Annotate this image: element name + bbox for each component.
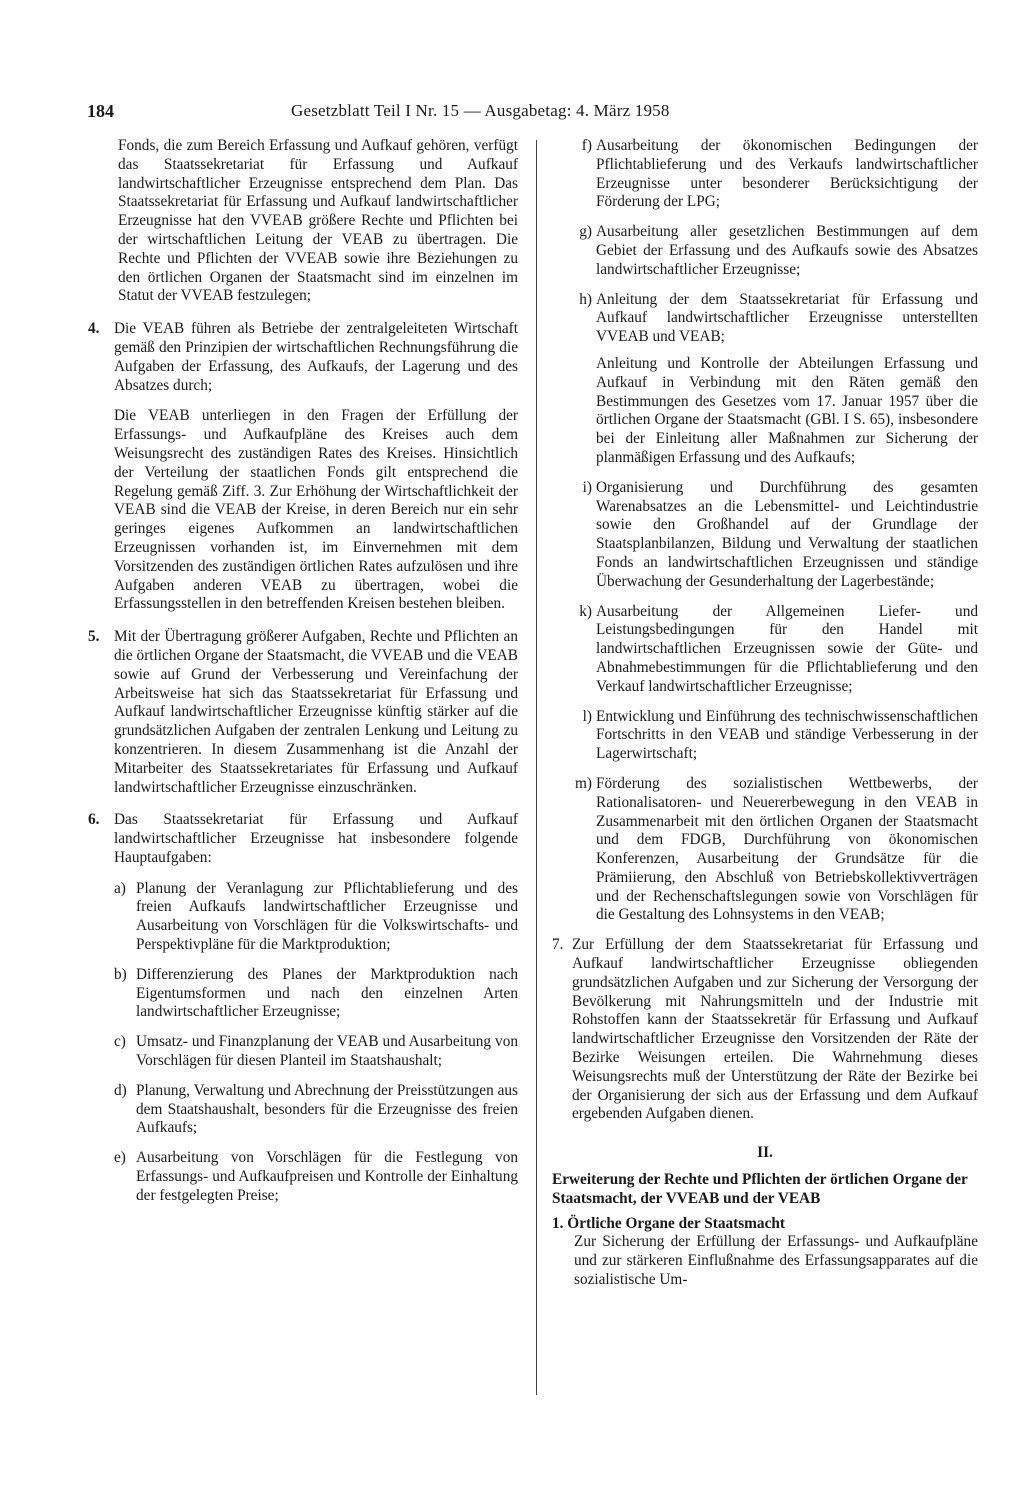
item-7 — [552, 936, 978, 1124]
sub-item-label: a) — [114, 879, 126, 897]
page-number: 184 — [87, 101, 114, 121]
section-title: Erweiterung der Rechte und Pflichten der örtlichen Organe der Staatsmacht, der VVEAB und der VEAB — [552, 1171, 968, 1207]
item-7-text: Zur Erfüllung der dem Staatssekretariat für Erfassung und Aufkauf landwirtschaftlicher Erzeugnisse obliegenden grundsätzlichen Aufgaben und zur Sicherung der Versorgung der Bevölkerung mit Nahrungsmitteln und der Industrie mit Rohstoffen kann der Staatssekretär für Erfassung und Aufkauf landwirtschaftlicher Erzeugnisse den Vorsitzenden der Räte der Bezirke Weisungen erteilen. Die Wahrnehmung dieses Weisungsrechts muß der Unterstützung der Räte der Bezirke bei der Organisierung der sich aus der Erfassung und dem Aufkauf ergebenden Aufgaben dienen. — [572, 936, 978, 1123]
sub-item-text: Ausarbeitung aller gesetzlichen Bestimmungen auf dem Gebiet der Erfassung und des Aufkaufs sowie des Absatzes landwirtschaftlicher Erzeugnisse; — [596, 223, 978, 278]
sub-item — [552, 137, 978, 212]
sub-item — [552, 291, 978, 468]
sub-item — [552, 603, 978, 697]
sub-item-label: b) — [114, 965, 127, 983]
sub-item-label: l) — [582, 707, 592, 725]
sub-item — [552, 479, 978, 592]
sub-item-list — [114, 880, 518, 1206]
intro-paragraph: Fonds, die zum Bereich Erfassung und Aufkauf gehören, verfügt das Staatssekretariat für Erfassung und Aufkauf landwirtschaftlicher Erzeugnisse entsprechend dem Plan. Das Staatssekretariat für Erfassung und Aufkauf landwirtschaftlicher Erzeugnisse hat den VVEAB größere Rechte und Pflichten bei der wirtschaftlichen Leitung der VEAB zu übertragen. Die Rechte und Pflichten der VVEAB sowie ihre Beziehungen zu den örtlichen Organen der Staatsmacht sind im einzelnen im Statut der VVEAB festzulegen; — [118, 137, 518, 305]
sub-item — [114, 966, 518, 1022]
running-title: Gesetzblatt Teil I Nr. 15 — Ausgabetag: 4. März 1958 — [291, 101, 670, 120]
right-column — [552, 137, 978, 1290]
sub-item-text: Entwicklung und Einführung des technischwissenschaftlichen Fortschritts in den VEAB und ständige Verbesserung in der Lagerwirtschaft; — [596, 707, 978, 763]
sub-item — [114, 1149, 518, 1205]
sub-item-text: Organisierung und Durchführung des gesamten Warenabsatzes an die Lebensmittel- und Leichtindustrie sowie den Großhandel auf der Grundlage der Staatsplanbilanzen, Bildung und Verwaltung der staatlichen Fonds an landwirtschaftlichen Erzeugnissen und ständige Überwachung der Gesunderhaltung der Lagerbestände; — [596, 478, 978, 590]
section-number: II. — [757, 1144, 773, 1162]
sub-item — [552, 775, 978, 925]
item-6 — [88, 811, 518, 1216]
sub-item-text: Planung, Verwaltung und Abrechnung der Preisstützungen aus dem Staatshaushalt, besonders für die Erzeugnisse des freien Aufkaufs; — [136, 1081, 518, 1137]
sub-item-label: d) — [114, 1081, 127, 1099]
item-5 — [88, 628, 518, 797]
page-header — [0, 101, 1024, 123]
item-4-paragraph-1: Die VEAB führen als Betriebe der zentralgeleiteten Wirtschaft gemäß den Prinzipien der wirtschaftlichen Rechnungsführung die Aufgaben der Erfassung, des Aufkaufs, der Lagerung und des Absatzes durch; — [114, 320, 518, 394]
item-number: 7. — [552, 936, 564, 954]
sub-item — [114, 880, 518, 955]
subsection-heading: 1. Örtliche Organe der Staatsmacht — [552, 1214, 785, 1232]
item-number: 6. — [88, 811, 100, 829]
sub-item-label: c) — [114, 1033, 126, 1051]
sub-item-label: k) — [579, 602, 592, 620]
sub-item-text: Anleitung der dem Staatssekretariat für Erfassung und Aufkauf landwirtschaftlicher Erzeugnisse unterstellten VVEAB und VEAB; — [596, 290, 978, 346]
sub-item-text: Ausarbeitung der Allgemeinen Liefer- und Leistungsbedingungen für den Handel mit landwirtschaftlichen Erzeugnissen sowie der Güte- und Abnahmebestimmungen für die Pflichtablieferung und den Verkauf landwirtschaftlicher Erzeugnisse; — [596, 602, 978, 695]
sub-item-text: Ausarbeitung der ökonomischen Bedingungen der Pflichtablieferung und des Verkaufs landwirtschaftlicher Erzeugnisse unter besonderer Berücksichtigung der Förderung der LPG; — [596, 137, 978, 211]
sub-item-label: m) — [575, 774, 592, 792]
sub-item-label: f) — [581, 137, 592, 154]
sub-item-label: g) — [579, 223, 592, 241]
sub-item-text: Umsatz- und Finanzplanung der VEAB und Ausarbeitung von Vorschlägen für diesen Planteil im Staatshaushalt; — [136, 1033, 518, 1070]
sub-item-text: Differenzierung des Planes der Marktproduktion nach Eigentumsformen und nach den einzelnen Arten landwirtschaftlicher Erzeugnisse; — [136, 965, 518, 1021]
sub-item-text: Ausarbeitung von Vorschlägen für die Festlegung von Erfassungs- und Aufkaufpreisen und Kontrolle der Einhaltung der festgelegten Preise; — [136, 1149, 518, 1204]
item-4-paragraph-2: Die VEAB unterliegen in den Fragen der Erfüllung der Erfassungs- und Aufkaufpläne des Kreises auch dem Weisungsrecht des zuständigen Rates des Kreises. Hinsichtlich der Verteilung der staatlichen Fonds gilt entsprechend die Regelung gemäß Ziff. 3. Zur Erhöhung der Wirtschaftlichkeit der VEAB sind die VEAB der Kreise, in deren Bereich nur ein sehr geringes eigenes Aufkommen an landwirtschaftlichen Erzeugnissen vorhanden ist, im Einvernehmen mit dem Vorsitzenden des zuständigen örtlichen Rates aufzulösen und ihre Aufgaben anderen VEAB zu übertragen, wobei die Erfassungsstellen in den betreffenden Kreisen bestehen bleiben. — [114, 407, 518, 613]
sub-item-extra-text: Anleitung und Kontrolle der Abteilungen Erfassung und Aufkauf in Verbindung mit den Räten gemäß den Bestimmungen des Gesetzes vom 17. Januar 1957 über die örtlichen Organe der Staatsmacht (GBl. I S. 65), insbesondere bei der Einleitung aller Maßnahmen zur Sicherung der planmäßigen Erfassung und des Aufkaufs; — [596, 354, 978, 466]
item-number: 5. — [88, 628, 100, 646]
sub-item-label: e) — [114, 1149, 126, 1167]
subsection-text: Zur Sicherung der Erfüllung der Erfassungs- und Aufkaufpläne und zur stärkeren Einflußnahme des Erfassungsapparates auf die sozialistische Um- — [574, 1233, 978, 1289]
sub-item-text: Förderung des sozialistischen Wettbewerbs, der Rationalisatoren- und Neuererbewegung in den VEAB in Zusammenarbeit mit den örtlichen Organen der Staatsmacht und dem FDGB, Durchführung von ökonomischen Konferenzen, Ausarbeitung der Grundsätze für die Prämiierung, den Abschluß von Betriebskollektivverträgen und der Rechenschaftslegungen sowie von Vorschlägen für die Gestaltung des Lohnsystems in den VEAB; — [596, 774, 978, 924]
item-5-text: Mit der Übertragung größerer Aufgaben, Rechte und Pflichten an die örtlichen Organe der Staatsmacht, die VVEAB und die VEAB sowie auf Grund der Verbesserung und Vereinfachung der Arbeitsweise hat sich das Staatssekretariat für Erfassung und Aufkauf landwirtschaftlicher Erzeugnisse künftig stärker auf die grundsätzlichen Aufgaben der zentralen Lenkung und Leitung zu konzentrieren. In diesem Zusammenhang ist die Anzahl der Mitarbeiter des Staatssekretariates für Erfassung und Aufkauf landwirtschaftlicher Erzeugnisse einzuschränken. — [114, 628, 518, 796]
item-number: 4. — [88, 320, 100, 338]
sub-item — [552, 708, 978, 764]
sub-item-text: Planung der Veranlagung zur Pflichtablieferung und des freien Aufkaufs landwirtschaftlicher Erzeugnisse und Ausarbeitung von Vorschlägen für die Volkswirtschafts- und Perspektivpläne für die Marktproduktion; — [136, 879, 518, 954]
sub-item-label: i) — [582, 478, 592, 496]
sub-item — [552, 223, 978, 279]
column-divider — [536, 140, 537, 1395]
sub-item — [114, 1082, 518, 1138]
item-4 — [88, 320, 518, 614]
left-column — [88, 137, 518, 1231]
sub-item — [114, 1033, 518, 1071]
sub-item-label: h) — [579, 290, 592, 308]
item-6-text: Das Staatssekretariat für Erfassung und Aufkauf landwirtschaftlicher Erzeugnisse hat insbesondere folgende Hauptaufgaben: — [114, 811, 518, 866]
